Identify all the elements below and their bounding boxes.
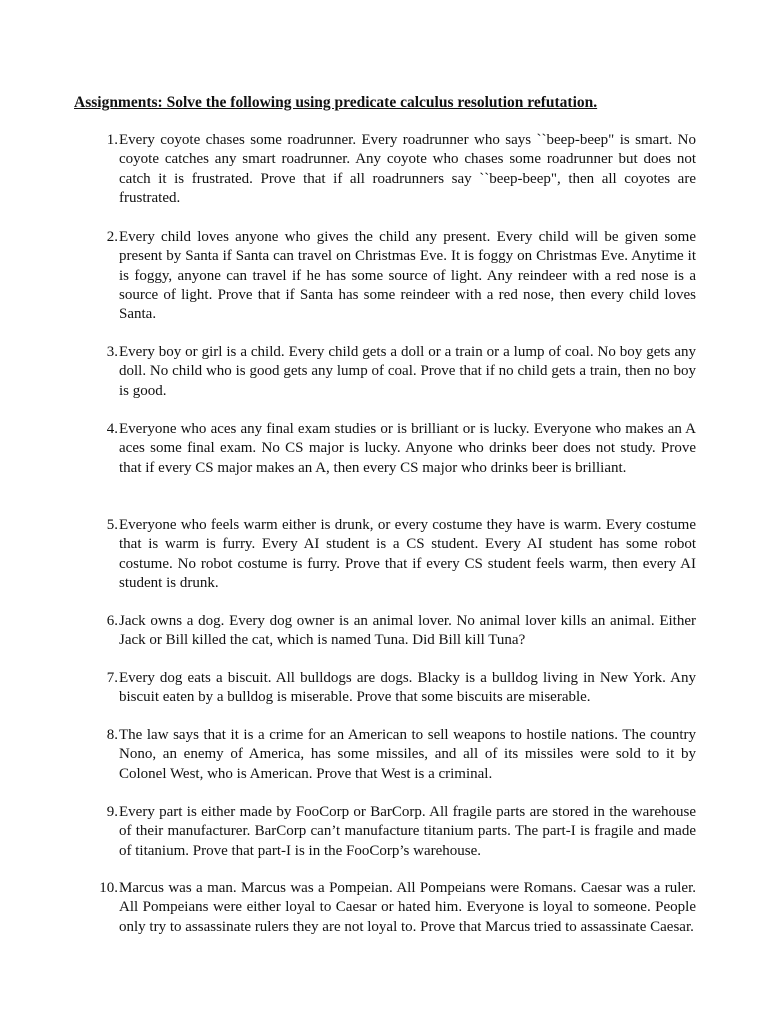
item-number: 6. bbox=[106, 613, 118, 629]
item-text: Every child loves anyone who gives the child any present. Every child will be given some present by Santa if Santa can travel on Christmas Eve. It is foggy on Christmas Eve. Anytime it is foggy, anyone can travel if he has some source of light. Any reindeer with a red nose is a source of light. Prove that if Santa has some reindeer with a red nose, then every child loves Santa. bbox=[119, 229, 696, 323]
item-text: Every coyote chases some roadrunner. Every roadrunner who says ``beep-beep" is smart. No coyote catches any smart roadrunner. Any coyote who chases some roadrunner but does not catch it is frustrated. Prove that if all roadrunners say ``beep-beep", then all coyotes are frustrated. bbox=[119, 132, 696, 206]
item-text: Every dog eats a biscuit. All bulldogs are dogs. Blacky is a bulldog living in New York. Any biscuit eaten by a bulldog is miserable. Prove that some biscuits are miserable. bbox=[119, 670, 696, 706]
item-number: 2. bbox=[106, 229, 118, 245]
item-text: Every part is either made by FooCorp or BarCorp. All fragile parts are stored in the warehouse of their manufacturer. BarCorp can’t manufacture titanium parts. The part-I is fragile and made of titanium. Prove that part-I is in the FooCorp’s warehouse. bbox=[119, 804, 696, 859]
item-text: Every boy or girl is a child. Every child gets a doll or a train or a lump of coal. No boy gets any doll. No child who is good gets any lump of coal. Prove that if no child gets a train, then no boy is good. bbox=[119, 344, 696, 399]
item-text: The law says that it is a crime for an American to sell weapons to hostile nations. The country Nono, an enemy of America, has some missiles, and all of its missiles were sold to it by Colonel West, who is American. Prove that West is a criminal. bbox=[119, 727, 696, 782]
item-number: 7. bbox=[106, 670, 118, 686]
item-number: 5. bbox=[106, 517, 118, 533]
item-number: 1. bbox=[106, 132, 118, 148]
item-number: 9. bbox=[106, 804, 118, 820]
item-number: 3. bbox=[106, 344, 118, 360]
item-number: 8. bbox=[106, 727, 118, 743]
item-number: 4. bbox=[106, 421, 118, 437]
item-text: Everyone who aces any final exam studies or is brilliant or is lucky. Everyone who makes an A aces some final exam. No CS major is lucky. Anyone who drinks beer does not study. Prove that if every CS major makes an A, then every CS major who drinks beer is brilliant. bbox=[119, 421, 696, 476]
assignment-title: Assignments: Solve the following using predicate calculus resolution refutation. bbox=[74, 94, 598, 111]
item-text: Everyone who feels warm either is drunk, or every costume they have is warm. Every costume that is warm is furry. Every AI student is a CS student. Every AI student has some robot costume. No robot costume is furry. Prove that if every CS student feels warm, then every AI student is drunk. bbox=[119, 517, 696, 591]
item-number: 10. bbox=[99, 880, 118, 896]
item-text: Marcus was a man. Marcus was a Pompeian. All Pompeians were Romans. Caesar was a ruler. All Pompeians were either loyal to Caesar or hated him. Everyone is loyal to someone. People only try to assassinate rulers they are not loyal to. Prove that Marcus tried to assassinate Caesar. bbox=[119, 880, 696, 935]
item-text: Jack owns a dog. Every dog owner is an animal lover. No animal lover kills an animal. Either Jack or Bill killed the cat, which is named Tuna. Did Bill kill Tuna? bbox=[119, 613, 696, 649]
